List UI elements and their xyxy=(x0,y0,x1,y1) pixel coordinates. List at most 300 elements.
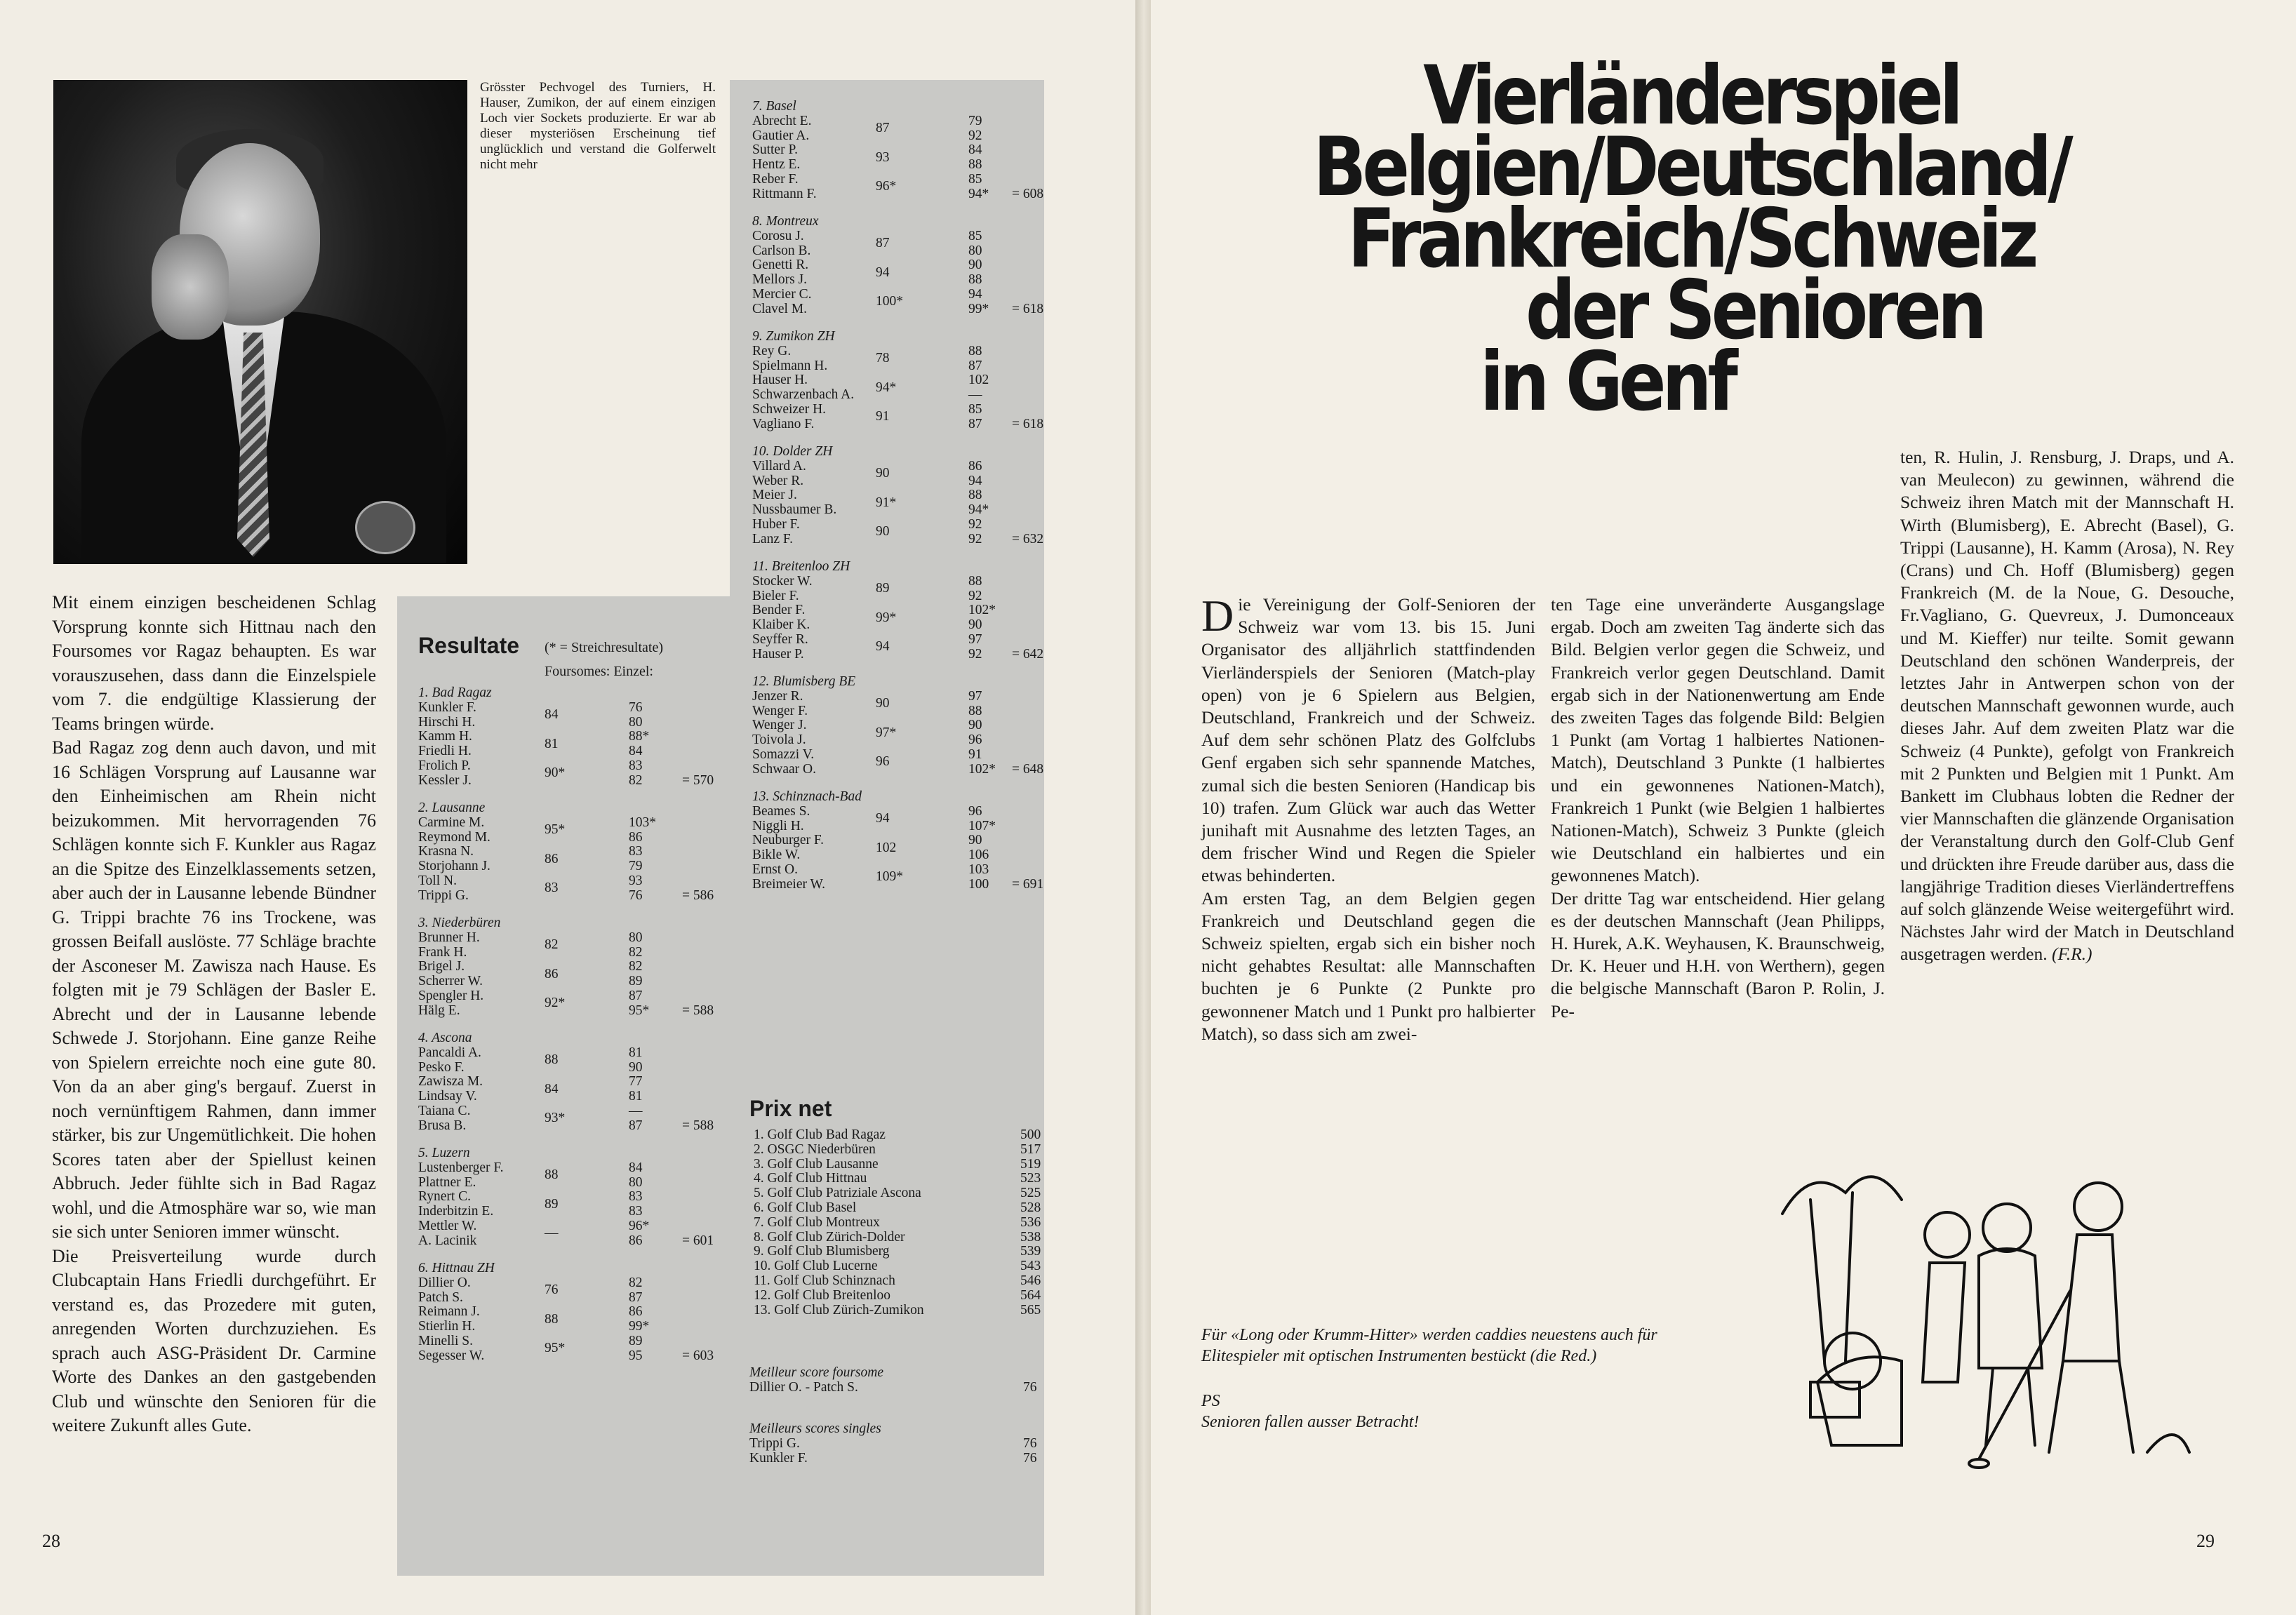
club-total: = 586 xyxy=(682,887,714,903)
prix-row: 13. Golf Club Zürich-Zumikon 565 xyxy=(754,1302,1041,1318)
player-row xyxy=(752,575,1075,589)
player-name: Bikle W. xyxy=(752,847,801,863)
club-name: 8. Montreux xyxy=(752,214,819,229)
best-foursome-heading: Meilleur score foursome xyxy=(749,1365,883,1380)
player-row xyxy=(418,845,741,859)
foursome-score: 84 xyxy=(545,707,559,723)
einzel-score: 83 xyxy=(629,1189,643,1205)
photo-golfer xyxy=(53,80,467,564)
einzel-score: 86 xyxy=(629,829,643,845)
club-total: = 618 xyxy=(1012,416,1044,431)
club-total: = 618 xyxy=(1012,301,1044,316)
player-name: Beames S. xyxy=(752,803,810,819)
player-row xyxy=(752,819,1075,834)
einzel-score: 83 xyxy=(629,844,643,859)
foursome-score: 109* xyxy=(876,869,903,885)
player-row xyxy=(752,373,1075,388)
einzel-score: 85 xyxy=(968,401,982,417)
player-name: Abrecht E. xyxy=(752,113,812,128)
prix-row: 12. Golf Club Breitenloo 564 xyxy=(754,1287,1041,1303)
einzel-score: 87 xyxy=(968,358,982,373)
prix-row: 11. Golf Club Schinznach 546 xyxy=(754,1273,1041,1288)
einzel-score: 94* xyxy=(968,186,989,201)
player-name: Friedli H. xyxy=(418,744,472,759)
headline-line: in Genf xyxy=(1480,335,1734,429)
einzel-score: 87 xyxy=(629,1289,643,1305)
einzel-score: 95* xyxy=(629,1003,650,1018)
player-row xyxy=(418,701,741,716)
player-name: Patch S. xyxy=(418,1289,463,1305)
prix-row: 6. Golf Club Basel 528 xyxy=(754,1200,1041,1215)
club-name: 13. Schinznach-Bad xyxy=(752,789,862,804)
player-row xyxy=(752,589,1075,604)
einzel-score: 87 xyxy=(629,988,643,1003)
player-name: Bieler F. xyxy=(752,588,799,603)
player-row xyxy=(752,460,1075,474)
article-paragraph: Mit einem einzigen bescheidenen Schlag Vorsprung konnte sich Hittnau nach den Foursomes vor Ragaz behaupten. Es war vorauszusehen, dass dann die Einzelspiele vom 7. die endgültige Klassierung der Teams bringen würde. xyxy=(52,592,376,734)
einzel-score: 82 xyxy=(629,1275,643,1290)
prix-row: 2. OSGC Niederbüren 517 xyxy=(754,1141,1041,1157)
author-signature: (F.R.) xyxy=(2051,944,2093,965)
einzel-score: 97 xyxy=(968,688,982,704)
player-name: Rittmann F. xyxy=(752,186,817,201)
best-foursome xyxy=(749,1365,1044,1395)
player-row xyxy=(418,816,741,831)
foursome-score: 99* xyxy=(876,610,897,625)
club-result-block xyxy=(418,916,741,1019)
einzel-score: 88 xyxy=(968,272,982,288)
einzel-score: 96 xyxy=(968,803,982,819)
player-name: Weber R. xyxy=(752,473,804,488)
foursome-score: 91* xyxy=(876,495,897,510)
headline xyxy=(1193,48,2189,429)
foursome-score: 95* xyxy=(545,822,566,838)
player-row xyxy=(752,618,1075,633)
player-name: Brunner H. xyxy=(418,930,480,945)
player-row xyxy=(418,1075,741,1090)
player-name: Rynert C. xyxy=(418,1189,472,1205)
player-row xyxy=(752,805,1075,819)
einzel-score: 83 xyxy=(629,1204,643,1219)
club-result-block xyxy=(418,1031,741,1134)
player-row xyxy=(752,258,1075,273)
einzel-score: 79 xyxy=(968,113,982,128)
article-paragraph: ten, R. Hulin, J. Rensburg, J. Draps, und A. van Meulecon) zu gewinnen, während die Schweiz ihren Match mit der Mannschaft H. Wirth (Blumisberg), E. Abrecht (Basel), G. Trippi (Lausanne), H. Kamm (Arosa), N. Rey (Crans) und Ch. Hoff (Blumisberg) gegen Frankreich (M. de la Noue, G. Desouche, Fr.Vagliano, G. Quevreux, J. Dumonceaux und M. Kieffer) nur teilte. Somit gewann Deutschland den schönen Wanderpreis, der letztes Jahr in Antwerpen schon von der deutschen Mannschaft gewonnen wurde, auch dieses Jahr. Auf dem zweiten Platz war die Schweiz (4 Punkte), gefolgt von Frankreich mit 2 Punkten und Belgien mit 1 Punkt. Am Bankett im Clubhaus lobten die Redner der vier Mannschaften die glänzende Organisation der Veranstaltung durch den Golf-Club Genf und drückten ihre Freude darüber aus, dass die langjährige Tradition dieses Vierländertreffens auf solch glänzende Weise weitergeführt wird. Nächstes Jahr wird der Match in Deutschland ausgetragen werden. (F.R.) xyxy=(1900,447,2234,965)
club-result-block xyxy=(752,790,1075,892)
player-name: Reber F. xyxy=(752,171,799,187)
player-name: Brigel J. xyxy=(418,959,465,974)
foursome-score: 97* xyxy=(876,725,897,740)
player-row xyxy=(752,173,1075,187)
einzel-score: 84 xyxy=(968,142,982,158)
club-result-block xyxy=(418,1261,741,1364)
player-name: Toivola J. xyxy=(752,732,806,748)
right-article-col2 xyxy=(1551,594,1885,1023)
club-total: = 608 xyxy=(1012,186,1044,201)
club-name: 10. Dolder ZH xyxy=(752,444,833,459)
player-row xyxy=(752,488,1075,503)
einzel-score: 88 xyxy=(968,573,982,589)
results-header: Foursomes: Einzel: xyxy=(545,664,653,679)
einzel-score: 90 xyxy=(968,718,982,733)
player-name: Mettler W. xyxy=(418,1218,477,1233)
einzel-score: 82 xyxy=(629,959,643,974)
photo-caption: Grösster Pechvogel des Turniers, H. Hauser, Zumikon, der auf einem einzigen Loch vier Sockets produzierte. Er war ab dieser mysteriösen Erscheinung tief unglücklich und verstand die Golferwelt nicht mehr xyxy=(480,80,716,172)
einzel-score: 86 xyxy=(629,1233,643,1248)
einzel-score: 82 xyxy=(629,772,643,788)
player-name: Toll N. xyxy=(418,873,457,888)
player-name: Vagliano F. xyxy=(752,416,815,431)
player-name: Huber F. xyxy=(752,516,800,532)
player-row xyxy=(418,1104,741,1119)
foursome-score: 86 xyxy=(545,851,559,866)
club-result-block xyxy=(752,215,1075,317)
player-name: Hälg E. xyxy=(418,1003,460,1018)
player-name: Wenger F. xyxy=(752,703,808,718)
article-paragraph: Die Vereinigung der Golf-Senioren der Schweiz war vom 13. bis 15. Juni Organisator des alljährlich stattfindenden Vierländerspiels der Senioren (Match-play open) von je 6 Spielern aus Belgien, Deutschland, Frankreich und der Schweiz. Auf dem sehr schönen Platz des Golfclubs Genf ergaben sich sehr spannende Matches, zumal sich die besten Senioren (Handicap bis 10) trafen. Zum Glück war auch das Wetter junihaft mit Ausnahme des letzten Tages, an dem frischer Wind und Regen die Spieler etwas behinderten. xyxy=(1201,591,1535,886)
player-row xyxy=(418,1291,741,1306)
page-number-right: 29 xyxy=(2196,1531,2215,1551)
foursome-score: 92* xyxy=(545,996,566,1011)
einzel-score: 80 xyxy=(629,714,643,730)
foursome-score: 90 xyxy=(876,524,890,540)
einzel-score: 99* xyxy=(629,1319,650,1334)
einzel-score: — xyxy=(629,1103,643,1118)
einzel-score: 103* xyxy=(629,815,656,830)
club-total: = 570 xyxy=(682,772,714,788)
foursome-score: 94* xyxy=(876,380,897,395)
player-row xyxy=(418,989,741,1004)
foursome-score: — xyxy=(545,1226,559,1241)
foursome-score: 94 xyxy=(876,811,890,826)
einzel-score: 84 xyxy=(629,1160,643,1175)
right-article-col3 xyxy=(1900,446,2234,966)
player-name: Scherrer W. xyxy=(418,974,483,989)
player-name: Segesser W. xyxy=(418,1348,485,1363)
einzel-score: 83 xyxy=(629,758,643,773)
foursome-score: 90* xyxy=(545,765,566,781)
club-result-block xyxy=(418,801,741,904)
player-name: Trippi G. xyxy=(418,887,469,903)
player-name: Neuburger F. xyxy=(752,833,825,848)
club-total: = 603 xyxy=(682,1348,714,1363)
einzel-score: 85 xyxy=(968,228,982,243)
article-paragraph: ten Tage eine unveränderte Ausgangslage ergab. Doch am zweiten Tag änderte sich das Bild. Belgien verlor gegen die Schweiz, und Frankreich verlor gegen Deutschland. Damit ergab sich in der Nationenwertung am Ende des zweiten Tages das folgende Bild: Belgien 1 Punkt (am Vortag 1 halbiertes Nationen-Match), Deutschland 3 Punkte (1 halbiertes und ein gewonnenes Nationen-Match), Frankreich 1 Punkt (wie Belgien 1 halbiertes Nationen-Match), Schweiz 3 Punkte (gleich wie Deutschland ein halbiertes und ein gewonnenes Match). xyxy=(1551,594,1885,886)
foursome-score: 96* xyxy=(876,179,897,194)
einzel-score: 92 xyxy=(968,516,982,532)
player-row xyxy=(418,1205,741,1219)
player-name: Hentz E. xyxy=(752,157,801,173)
player-name: Villard A. xyxy=(752,458,806,474)
club-name: 7. Basel xyxy=(752,99,796,114)
einzel-score: 92 xyxy=(968,128,982,143)
foursome-score: 102 xyxy=(876,840,897,855)
player-name: Ernst O. xyxy=(752,862,798,877)
club-result-block xyxy=(418,686,741,789)
prix-row: 7. Golf Club Montreux 536 xyxy=(754,1214,1041,1230)
foursome-score: 90 xyxy=(876,696,890,711)
player-name: Somazzi V. xyxy=(752,746,815,762)
player-name: Krasna N. xyxy=(418,844,474,859)
player-name: Spielmann H. xyxy=(752,358,828,373)
player-row xyxy=(418,831,741,845)
foursome-score: 88 xyxy=(545,1167,559,1183)
einzel-score: 96 xyxy=(968,732,982,748)
player-row xyxy=(752,244,1075,259)
einzel-score: 92 xyxy=(968,588,982,603)
einzel-score: 88 xyxy=(968,157,982,173)
player-name: Schwaar O. xyxy=(752,761,816,777)
club-name: 11. Breitenloo ZH xyxy=(752,559,850,574)
einzel-score: 94* xyxy=(968,502,989,518)
einzel-score: 90 xyxy=(968,617,982,633)
player-row xyxy=(752,114,1075,129)
player-name: Frolich P. xyxy=(418,758,471,773)
einzel-score: 97 xyxy=(968,631,982,647)
einzel-score: 76 xyxy=(629,887,643,903)
player-name: Bender F. xyxy=(752,603,806,618)
einzel-score: 96* xyxy=(629,1218,650,1233)
player-name: Breimeier W. xyxy=(752,876,825,892)
foursome-score: 87 xyxy=(876,236,890,251)
foursome-score: 89 xyxy=(545,1196,559,1212)
best-singles xyxy=(749,1421,1044,1466)
club-name: 4. Ascona xyxy=(418,1031,472,1045)
player-name: Pesko F. xyxy=(418,1059,465,1075)
einzel-score: 89 xyxy=(629,974,643,989)
results-legend: (* = Streichresultate) xyxy=(545,640,663,655)
drop-cap: D xyxy=(1201,591,1234,641)
foursome-score: 93* xyxy=(545,1111,566,1126)
einzel-score: 79 xyxy=(629,859,643,874)
prix-row: 8. Golf Club Zürich-Dolder 538 xyxy=(754,1229,1041,1245)
player-row xyxy=(752,518,1075,532)
headline-line: Vierländerspiel xyxy=(1423,48,1959,143)
einzel-score: 102* xyxy=(968,761,996,777)
player-row xyxy=(752,704,1075,719)
player-name: A. Lacinik xyxy=(418,1233,477,1248)
club-total: = 588 xyxy=(682,1003,714,1018)
prix-row: 4. Golf Club Hittnau 523 xyxy=(754,1171,1041,1186)
einzel-score: 107* xyxy=(968,818,996,833)
einzel-score: 92 xyxy=(968,531,982,547)
player-name: Schwarzenbach A. xyxy=(752,387,855,403)
player-row xyxy=(752,733,1075,748)
gutter xyxy=(1135,0,1152,1615)
einzel-score: 80 xyxy=(968,243,982,258)
prix-row: 5. Golf Club Patriziale Ascona 525 xyxy=(754,1186,1041,1201)
einzel-score: 89 xyxy=(629,1333,643,1348)
article-paragraph: Bad Ragaz zog denn auch davon, und mit 16 Schlägen Vorsprung auf Lausanne war den Einheimischen am Rhein nicht beizukommen. Mit hervorragenden 76 Schlägen konnte sich F. Kunkler aus Ragaz an die Spitze des Einzelklassements setzen, aber auch der in Lausanne lebende Bündner G. Trippi brachte 76 ins Trockene, was grossen Beifall auslöste. 77 Schläge brachte der Asconeser M. Zawisza nach Hause. Es folgten mit je 79 Schlägen der Basler E. Abrecht und der in Lausanne lebende Schwede J. Storjohann. Eine ganze Reihe von Spielern erreichte noch eine gute 80. Von da an aber ging's bergauf. Zuerst in noch vernünftigem Rahmen, dann immer stärker, bis zur Ungemütlichkeit. Die hohen Scores taten aber der Spiellust keinen Abbruch. Jeder fühlte sich in Bad Ragaz wohl, und die Atmosphäre war so, wie man sie sich unter Senioren immer wünscht. xyxy=(52,737,376,1242)
foursome-score: 93 xyxy=(876,149,890,165)
player-row xyxy=(418,1090,741,1104)
prix-row: 3. Golf Club Lausanne 519 xyxy=(754,1156,1041,1172)
headline-line: der Senioren xyxy=(1526,263,1983,358)
player-name: Gautier A. xyxy=(752,128,810,143)
einzel-score: 80 xyxy=(629,1174,643,1190)
player-row xyxy=(418,1320,741,1334)
player-name: Dillier O. xyxy=(418,1275,471,1290)
player-row xyxy=(752,863,1075,878)
player-row xyxy=(418,1305,741,1320)
player-name: Frank H. xyxy=(418,944,467,960)
einzel-score: 88* xyxy=(629,729,650,744)
player-row xyxy=(752,143,1075,158)
club-name: 3. Niederbüren xyxy=(418,916,501,930)
club-total: = 691 xyxy=(1012,876,1044,892)
player-name: Jenzer R. xyxy=(752,688,803,704)
player-row xyxy=(418,960,741,974)
foursome-score: 84 xyxy=(545,1081,559,1097)
foursome-score: 90 xyxy=(876,466,890,481)
player-name: Seyffer R. xyxy=(752,631,808,647)
player-name: Stierlin H. xyxy=(418,1319,476,1334)
einzel-score: 81 xyxy=(629,1045,643,1060)
player-name: Nussbaumer B. xyxy=(752,502,837,518)
einzel-score: 85 xyxy=(968,171,982,187)
player-row xyxy=(752,388,1075,403)
foursome-score: 87 xyxy=(876,121,890,136)
player-name: Hirschi H. xyxy=(418,714,476,730)
einzel-score: 94 xyxy=(968,286,982,302)
best-singles-row: Kunkler F. 76 xyxy=(749,1451,1037,1466)
club-total: = 648 xyxy=(1012,761,1044,777)
player-name: Reimann J. xyxy=(418,1304,480,1320)
player-row xyxy=(752,633,1075,648)
club-name: 1. Bad Ragaz xyxy=(418,685,492,700)
einzel-score: 87 xyxy=(968,416,982,431)
player-row xyxy=(418,931,741,946)
einzel-score: 77 xyxy=(629,1074,643,1090)
player-row xyxy=(752,833,1075,848)
foursome-score: 83 xyxy=(545,880,559,896)
player-name: Clavel M. xyxy=(752,301,807,316)
player-row xyxy=(752,129,1075,144)
player-name: Lindsay V. xyxy=(418,1089,477,1104)
player-row xyxy=(752,403,1075,417)
club-result-block xyxy=(752,675,1075,777)
club-name: 5. Luzern xyxy=(418,1146,470,1160)
player-row xyxy=(752,474,1075,489)
player-row xyxy=(752,690,1075,704)
player-name: Lustenberger F. xyxy=(418,1160,504,1175)
einzel-score: 99* xyxy=(968,301,989,316)
player-row xyxy=(418,759,741,774)
player-row xyxy=(752,344,1075,359)
prix-row: 1. Golf Club Bad Ragaz 500 xyxy=(754,1127,1041,1142)
einzel-score: 88 xyxy=(968,703,982,718)
einzel-score: 80 xyxy=(629,930,643,945)
foursome-score: 86 xyxy=(545,966,559,981)
player-name: Spengler H. xyxy=(418,988,484,1003)
foursome-score: 100* xyxy=(876,294,903,309)
einzel-score: 84 xyxy=(629,744,643,759)
prix-row: 9. Golf Club Blumisberg 539 xyxy=(754,1244,1041,1259)
foursome-score: 89 xyxy=(876,581,890,596)
club-result-block xyxy=(752,445,1075,547)
article-paragraph: Am ersten Tag, an dem Belgien gegen Frankreich und Deutschland gegen die Schweiz spielten, ergab sich ein bisher noch nicht gehabtes Resultat: alle Mannschaften buchten je 6 Punkte (2 Punkte pro gewonnener Match und 1 Punkt pro halbierter Match), so dass sich am zwei- xyxy=(1201,887,1535,1044)
club-name: 12. Blumisberg BE xyxy=(752,674,856,689)
einzel-score: 92 xyxy=(968,646,982,662)
player-name: Plattner E. xyxy=(418,1174,476,1190)
headline-line: Belgien/Deutschland/ xyxy=(1313,120,2069,215)
player-name: Brusa B. xyxy=(418,1118,467,1133)
article-paragraph: Die Preisverteilung wurde durch Clubcaptain Hans Friedli durchgeführt. Er verstand es, das Prozedere mit guten, anregenden Worten durchzuziehen. Es sprach auch ASG-Präsident Dr. Carmine Worte des Dankes an den gastgebenden Club und wünschte den Senioren für die weitere Zukunft alles Gute. xyxy=(52,1245,376,1435)
club-result-block xyxy=(752,560,1075,662)
club-result-block xyxy=(752,330,1075,432)
player-row xyxy=(752,718,1075,733)
player-name: Mercier C. xyxy=(752,286,812,302)
prix-title: Prix net xyxy=(749,1096,832,1121)
einzel-score: 95 xyxy=(629,1348,643,1363)
player-name: Hauser P. xyxy=(752,646,804,662)
player-name: Sutter P. xyxy=(752,142,799,158)
player-row xyxy=(418,744,741,759)
einzel-score: 93 xyxy=(629,873,643,888)
einzel-score: 91 xyxy=(968,746,982,762)
player-name: Kessler J. xyxy=(418,772,472,788)
einzel-score: — xyxy=(968,387,982,403)
einzel-score: 88 xyxy=(968,343,982,358)
foursome-score: 78 xyxy=(876,351,890,366)
player-row xyxy=(418,716,741,730)
foursome-score: 96 xyxy=(876,754,890,770)
club-name: 6. Hittnau ZH xyxy=(418,1261,495,1275)
foursome-score: 94 xyxy=(876,639,890,655)
player-row xyxy=(752,273,1075,288)
einzel-score: 88 xyxy=(968,488,982,503)
einzel-score: 94 xyxy=(968,473,982,488)
einzel-score: 86 xyxy=(968,458,982,474)
einzel-score: 82 xyxy=(629,944,643,960)
player-name: Lanz F. xyxy=(752,531,794,547)
player-row xyxy=(418,1046,741,1061)
player-name: Niggli H. xyxy=(752,818,804,833)
article-paragraph: Der dritte Tag war entscheidend. Hier gelang es der deutschen Mannschaft (Jean Philipps, H. Hurek, A.K. Weyhausen, K. Braunschweig, Dr. K. Heuer und H.H. von Werthern), gegen die belgische Mannschaft (Baron P. Rolin, J. Pe- xyxy=(1551,887,1885,1021)
player-name: Meier J. xyxy=(752,488,797,503)
player-row xyxy=(418,1334,741,1349)
prix-row: 10. Golf Club Lucerne 543 xyxy=(754,1259,1041,1274)
club-total: = 632 xyxy=(1012,531,1044,547)
player-row xyxy=(752,229,1075,244)
player-name: Klaiber K. xyxy=(752,617,810,633)
ps-text: Senioren fallen ausser Betracht! xyxy=(1201,1413,1420,1431)
page-number-left: 28 xyxy=(42,1531,60,1551)
einzel-score: 90 xyxy=(968,257,982,273)
player-name: Storjohann J. xyxy=(418,859,490,874)
einzel-score: 87 xyxy=(629,1118,643,1133)
player-row xyxy=(418,730,741,744)
left-article xyxy=(52,591,376,1438)
einzel-score: 103 xyxy=(968,862,989,877)
player-name: Pancaldi A. xyxy=(418,1045,481,1060)
player-name: Minelli S. xyxy=(418,1333,474,1348)
club-name: 2. Lausanne xyxy=(418,800,486,815)
player-name: Hauser H. xyxy=(752,373,808,388)
club-result-block xyxy=(418,1146,741,1249)
player-row xyxy=(418,1176,741,1191)
foursome-score: 82 xyxy=(545,937,559,953)
player-name: Inderbitzin E. xyxy=(418,1204,494,1219)
club-total: = 601 xyxy=(682,1233,714,1248)
best-foursome-row: Dillier O. - Patch S. 76 xyxy=(749,1380,1037,1395)
player-row xyxy=(418,1061,741,1075)
player-row xyxy=(752,359,1075,374)
einzel-score: 102 xyxy=(968,373,989,388)
results-title: Resultate xyxy=(418,633,520,658)
player-name: Carlson B. xyxy=(752,243,811,258)
player-name: Reymond M. xyxy=(418,829,490,845)
